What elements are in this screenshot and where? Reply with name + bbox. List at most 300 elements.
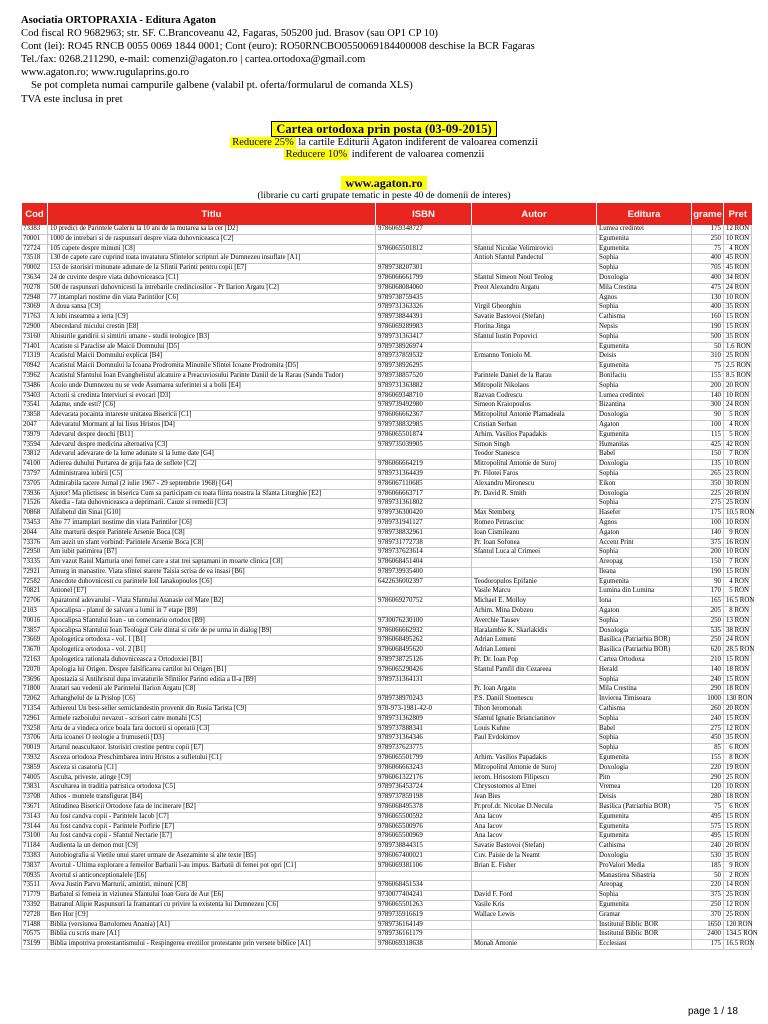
cod-cell: 73979 bbox=[22, 430, 48, 440]
isbn-cell: 9786069289983 bbox=[376, 322, 472, 332]
table-row bbox=[22, 705, 752, 715]
isbn-cell: 9786065500592 bbox=[376, 812, 472, 822]
title-cell: Ascultarea in traditia patristica ortodoxa [C5] bbox=[48, 783, 376, 793]
weight-cell: 425 bbox=[692, 440, 724, 450]
isbn-cell: 9789731362809 bbox=[376, 714, 472, 724]
cod-cell: 73199 bbox=[22, 940, 48, 950]
table-row bbox=[22, 597, 752, 607]
author-cell: Antioh Sfantul Pandectul bbox=[472, 254, 597, 264]
table-row bbox=[22, 900, 752, 910]
author-cell: Adrian Lemeni bbox=[472, 636, 597, 646]
publisher-cell: Ileana bbox=[597, 567, 692, 577]
weight-cell: 300 bbox=[692, 401, 724, 411]
author-cell: Mitropolitul Antonie de Suroj bbox=[472, 763, 597, 773]
isbn-cell: 9789731363417 bbox=[376, 332, 472, 342]
publisher-cell: Sophia bbox=[597, 675, 692, 685]
table-row bbox=[22, 852, 752, 862]
cod-cell: 72728 bbox=[22, 910, 48, 920]
weight-cell: 85 bbox=[692, 744, 724, 754]
cod-cell: 72900 bbox=[22, 322, 48, 332]
author-cell: Ana Iacov bbox=[472, 832, 597, 842]
publisher-cell: Egumenita bbox=[597, 234, 692, 244]
weight-cell: 400 bbox=[692, 303, 724, 313]
cod-cell: 73392 bbox=[22, 900, 48, 910]
price-cell: 42 RON bbox=[724, 440, 752, 450]
title-cell: Avva Justin Parvu Marturii, amintiri, minuni [C8] bbox=[48, 881, 376, 891]
publisher-cell: Lumea credintei bbox=[597, 391, 692, 401]
websites-line: www.agaton.ro; www.rugulaprins.go.ro bbox=[21, 67, 190, 79]
subtitle: (librarie cu carti grupate tematic in peste 40 de domenii de interes) bbox=[257, 191, 511, 201]
price-cell: 25 RON bbox=[724, 773, 752, 783]
cod-cell: 73831 bbox=[22, 783, 48, 793]
author-cell bbox=[472, 930, 597, 940]
table-row bbox=[22, 567, 752, 577]
cod-cell: 72706 bbox=[22, 597, 48, 607]
col-titlu-header: Titlu bbox=[48, 203, 376, 225]
weight-cell: 150 bbox=[692, 450, 724, 460]
price-cell: 14 RON bbox=[724, 881, 752, 891]
price-cell: 4 RON bbox=[724, 244, 752, 254]
publisher-cell: Sophia bbox=[597, 499, 692, 509]
cod-cell: 73670 bbox=[22, 646, 48, 656]
table-row bbox=[22, 430, 752, 440]
author-cell: Alexandru Mironescu bbox=[472, 479, 597, 489]
table-row bbox=[22, 411, 752, 421]
isbn-cell: 9789735916619 bbox=[376, 910, 472, 920]
table-row bbox=[22, 871, 752, 881]
title-cell: Asculta, priveste, atinge [C9] bbox=[48, 773, 376, 783]
author-cell: ierom. Hrisostom Filipescu bbox=[472, 773, 597, 783]
table-row bbox=[22, 303, 752, 313]
isbn-cell: 9786065501799 bbox=[376, 754, 472, 764]
website-link[interactable]: www.agaton.ro bbox=[0, 176, 768, 191]
title-cell: Arta de a vindeca orice boala fara doctorii si operatii [C3] bbox=[48, 724, 376, 734]
isbn-cell: 9786066663717 bbox=[376, 489, 472, 499]
cod-cell: 72582 bbox=[22, 577, 48, 587]
title-cell: 105 capete despre minuni [C8] bbox=[48, 244, 376, 254]
weight-cell: 240 bbox=[692, 714, 724, 724]
cod-cell: 73705 bbox=[22, 479, 48, 489]
isbn-cell: 9789738857520 bbox=[376, 371, 472, 381]
cod-cell: 73634 bbox=[22, 273, 48, 283]
cod-cell: 72950 bbox=[22, 548, 48, 558]
weight-cell: 250 bbox=[692, 900, 724, 910]
isbn-cell: 9789735039905 bbox=[376, 440, 472, 450]
publisher-cell: Hasefer bbox=[597, 509, 692, 519]
title-cell: Aparatorul adevarului - Viata Sfantului Atanasie cel Mare [B2] bbox=[48, 597, 376, 607]
author-cell bbox=[472, 675, 597, 685]
cod-cell: 73376 bbox=[22, 538, 48, 548]
table-row bbox=[22, 342, 752, 352]
weight-cell: 290 bbox=[692, 773, 724, 783]
cod-cell: 70016 bbox=[22, 616, 48, 626]
isbn-cell: 978-973-1981-42-0 bbox=[376, 705, 472, 715]
cod-cell: 72070 bbox=[22, 665, 48, 675]
cod-cell: 71354 bbox=[22, 705, 48, 715]
isbn-cell: 9786068451534 bbox=[376, 881, 472, 891]
publisher-cell: Babel bbox=[597, 450, 692, 460]
price-cell: 25 RON bbox=[724, 499, 752, 509]
author-cell: Arhim. Vasilios Papadakis bbox=[472, 430, 597, 440]
author-cell: Parintele Daniel de la Rarau bbox=[472, 371, 597, 381]
table-row bbox=[22, 881, 752, 891]
price-cell: 4 RON bbox=[724, 577, 752, 587]
price-cell: 18 RON bbox=[724, 793, 752, 803]
table-row bbox=[22, 724, 752, 734]
author-cell: Mitropolitul Antonie de Suroj bbox=[472, 460, 597, 470]
author-cell: Virgil Gheorghiu bbox=[472, 303, 597, 313]
title-cell: 153 de istorisiri minunate adunate de la Sfintii Parinti pentru copii [E7] bbox=[48, 264, 376, 274]
publisher-cell: Lumina din Lumina bbox=[597, 587, 692, 597]
price-cell: 25 RON bbox=[724, 352, 752, 362]
publisher-cell: Egumenita bbox=[597, 812, 692, 822]
publisher-cell: Doxologia bbox=[597, 411, 692, 421]
weight-cell: 530 bbox=[692, 852, 724, 862]
table-row bbox=[22, 440, 752, 450]
title-cell: Amurg in manastire. Viata sfintei starete Taisia scrisa de ea insasi [B6] bbox=[48, 567, 376, 577]
cod-cell: 73100 bbox=[22, 832, 48, 842]
table-row bbox=[22, 234, 752, 244]
table-row bbox=[22, 656, 752, 666]
weight-cell: 175 bbox=[692, 509, 724, 519]
title-cell: Alte marturii despre Parintele Arsenie Boca [C8] bbox=[48, 528, 376, 538]
table-row bbox=[22, 401, 752, 411]
weight-cell: 190 bbox=[692, 322, 724, 332]
author-cell: Sfantul Ignatie Briancianinov bbox=[472, 714, 597, 724]
publisher-cell: Babel bbox=[597, 724, 692, 734]
weight-cell: 310 bbox=[692, 352, 724, 362]
table-row bbox=[22, 685, 752, 695]
publisher-cell: Agaton bbox=[597, 528, 692, 538]
author-cell bbox=[472, 264, 597, 274]
author-cell: Vasile Kris bbox=[472, 900, 597, 910]
org-name: Asociatia ORTOPRAXIA - Editura Agaton bbox=[21, 15, 216, 26]
price-cell: 5 RON bbox=[724, 411, 752, 421]
cod-cell: 74005 bbox=[22, 773, 48, 783]
publisher-cell: Accent Print bbox=[597, 538, 692, 548]
weight-cell: 50 bbox=[692, 871, 724, 881]
publisher-cell: Invierea Timisoara bbox=[597, 695, 692, 705]
author-cell: Cristian Serban bbox=[472, 420, 597, 430]
table-row bbox=[22, 460, 752, 470]
isbn-cell: 9730076230100 bbox=[376, 616, 472, 626]
table-row bbox=[22, 734, 752, 744]
author-cell: Wallace Lewis bbox=[472, 910, 597, 920]
table-row bbox=[22, 420, 752, 430]
title-cell: Apologetica ortodoxa - vol. 2 [B1] bbox=[48, 646, 376, 656]
price-cell: 130 RON bbox=[724, 695, 752, 705]
weight-cell: 185 bbox=[692, 861, 724, 871]
title-cell: Arhanghelul de la Prislop [C6] bbox=[48, 695, 376, 705]
isbn-cell: 9789736453724 bbox=[376, 783, 472, 793]
author-cell: Mitropolitul Antonie Plamadeala bbox=[472, 411, 597, 421]
table-row bbox=[22, 548, 752, 558]
publisher-cell: Sophia bbox=[597, 744, 692, 754]
col-editura-header: Editura bbox=[597, 203, 692, 225]
publisher-cell: Nepsis bbox=[597, 322, 692, 332]
table-row bbox=[22, 225, 752, 234]
title-cell: Actorii si credinta Interviuri si evocari [D3] bbox=[48, 391, 376, 401]
title-cell: 500 de raspunsuri duhovnicesti la intrebarile credinciosilor - Pr Ilarion Argatu [C2] bbox=[48, 283, 376, 293]
isbn-cell bbox=[376, 587, 472, 597]
weight-cell: 2400 bbox=[692, 930, 724, 940]
isbn-cell: 9789731364131 bbox=[376, 675, 472, 685]
fiscal-line: Cod fiscal RO 9682963; str. SF. C.Brancoveanu 42, Fagaras, 505200 jud. Brasov (sau OP1 CP 10) bbox=[21, 28, 438, 40]
title-cell: Apocalipsa - planul de salvare a lumii in 7 etape [B9] bbox=[48, 607, 376, 617]
publisher-cell: Sophia bbox=[597, 891, 692, 901]
title-cell: Artarul neascultator. Istorisiri crestine pentru copii [E7] bbox=[48, 744, 376, 754]
title-cell: Apologetica rationala duhovniceasca a Ortodoxiei [B1] bbox=[48, 656, 376, 666]
author-cell: Louis Kuhne bbox=[472, 724, 597, 734]
cod-cell: 73706 bbox=[22, 734, 48, 744]
price-cell: 10 RON bbox=[724, 783, 752, 793]
col-pret-header: Pret bbox=[724, 203, 752, 225]
price-cell: 45 RON bbox=[724, 264, 752, 274]
table-row bbox=[22, 283, 752, 293]
discount-text-1: la cartile Editurii Agaton indiferent de valoarea comenzii bbox=[298, 137, 538, 148]
title-cell: Arhiereul Un best-seller semiclandestin provenit din Rusia Tarista [C9] bbox=[48, 705, 376, 715]
title-cell: Avortul - Ultima explorare a femeilor Barbatii l-au impus. Barbatii di femei pot opri [C1] bbox=[48, 861, 376, 871]
publisher-cell: Egumenita bbox=[597, 244, 692, 254]
price-cell: 5 RON bbox=[724, 430, 752, 440]
publisher-cell: Sophia bbox=[597, 381, 692, 391]
vat-line: TVA este inclusa in pret bbox=[21, 93, 123, 105]
title-cell: Au fost candva copii - Parintele Porfirie [E7] bbox=[48, 822, 376, 832]
cod-cell: 73932 bbox=[22, 754, 48, 764]
price-cell: 16 RON bbox=[724, 538, 752, 548]
publisher-cell: Manastirea Sihastria bbox=[597, 871, 692, 881]
price-cell: 6 RON bbox=[724, 744, 752, 754]
author-cell: Teodoropulos Epifanie bbox=[472, 577, 597, 587]
isbn-cell: 9789731772738 bbox=[376, 538, 472, 548]
cod-cell: 70278 bbox=[22, 283, 48, 293]
publisher-cell: Areopag bbox=[597, 558, 692, 568]
table-row bbox=[22, 450, 752, 460]
weight-cell: 200 bbox=[692, 548, 724, 558]
table-row bbox=[22, 832, 752, 842]
weight-cell: 75 bbox=[692, 803, 724, 813]
publisher-cell: Areopag bbox=[597, 881, 692, 891]
publisher-cell: Sophia bbox=[597, 264, 692, 274]
table-row bbox=[22, 636, 752, 646]
cod-cell: 73859 bbox=[22, 763, 48, 773]
isbn-cell: 9789739935400 bbox=[376, 567, 472, 577]
table-row bbox=[22, 930, 752, 940]
table-row bbox=[22, 920, 752, 930]
cod-cell: 71488 bbox=[22, 920, 48, 930]
isbn-cell: 9786066663243 bbox=[376, 763, 472, 773]
title-cell: 77 intamplari nostime din viata Parintilor [C6] bbox=[48, 293, 376, 303]
author-cell bbox=[472, 558, 597, 568]
publisher-cell: Cathisma bbox=[597, 842, 692, 852]
table-row bbox=[22, 352, 752, 362]
table-row bbox=[22, 783, 752, 793]
isbn-cell: 9786067110685 bbox=[376, 479, 472, 489]
price-cell: 9 RON bbox=[724, 528, 752, 538]
cod-cell: 70868 bbox=[22, 509, 48, 519]
cod-cell: 73518 bbox=[22, 254, 48, 264]
publisher-cell: Egumenita bbox=[597, 822, 692, 832]
note-line: Se pot completa numai campurile galbene (valabil pt. oferta/formularul de comanda XLS) bbox=[31, 80, 413, 92]
author-cell: Sfantul Iustin Popovici bbox=[472, 332, 597, 342]
weight-cell: 210 bbox=[692, 656, 724, 666]
cod-cell: 73143 bbox=[22, 812, 48, 822]
author-cell: David F. Ford bbox=[472, 891, 597, 901]
author-cell: Chrysostomos al Etnei bbox=[472, 783, 597, 793]
weight-cell: 170 bbox=[692, 587, 724, 597]
author-cell: Preot Alexandru Argatu bbox=[472, 283, 597, 293]
publisher-cell: Agnos bbox=[597, 293, 692, 303]
cod-cell: 72724 bbox=[22, 244, 48, 254]
weight-cell: 375 bbox=[692, 891, 724, 901]
price-cell: 120 RON bbox=[724, 920, 752, 930]
publisher-cell: Egumenita bbox=[597, 577, 692, 587]
cod-cell: 73857 bbox=[22, 626, 48, 636]
isbn-cell: 9786066662367 bbox=[376, 411, 472, 421]
title-cell: Adevarata pocainta intareste unitatea Bisericii [C1] bbox=[48, 411, 376, 421]
title-cell: Acolo unde Dumnezeu nu se vede Asumarea suferintei si a bolii [E4] bbox=[48, 381, 376, 391]
cod-cell: 73144 bbox=[22, 822, 48, 832]
cod-cell: 73669 bbox=[22, 636, 48, 646]
table-row bbox=[22, 773, 752, 783]
cod-cell: 73812 bbox=[22, 450, 48, 460]
title-cell: Asceza ortodoxa Preschimbarea intru Hristos a sufletului [C1] bbox=[48, 754, 376, 764]
author-cell: Tihon Ieromonah bbox=[472, 705, 597, 715]
author-cell: Arhim. Mina Dobzeu bbox=[472, 607, 597, 617]
weight-cell: 350 bbox=[692, 479, 724, 489]
author-cell: Savatie Bastovoi (Stefan) bbox=[472, 313, 597, 323]
publisher-cell: Mila Crestina bbox=[597, 685, 692, 695]
isbn-cell bbox=[376, 871, 472, 881]
cod-cell: 70002 bbox=[22, 264, 48, 274]
price-cell: 20 RON bbox=[724, 842, 752, 852]
author-cell bbox=[472, 234, 597, 244]
isbn-cell: 9789731941127 bbox=[376, 518, 472, 528]
table-row bbox=[22, 812, 752, 822]
isbn-cell: 9789731363882 bbox=[376, 381, 472, 391]
discount-line-2 bbox=[0, 149, 768, 160]
table-row bbox=[22, 489, 752, 499]
title-cell: Barbatul si femeia in viziunea Sfantului Ioan Gura de Aur [E6] bbox=[48, 891, 376, 901]
price-cell: 35 RON bbox=[724, 332, 752, 342]
table-row bbox=[22, 558, 752, 568]
isbn-cell: 9789731363326 bbox=[376, 303, 472, 313]
weight-cell: 120 bbox=[692, 783, 724, 793]
table-row bbox=[22, 244, 752, 254]
isbn-cell: 9786068084060 bbox=[376, 283, 472, 293]
weight-cell: 375 bbox=[692, 538, 724, 548]
publisher-cell: Agaton bbox=[597, 420, 692, 430]
weight-cell: 275 bbox=[692, 499, 724, 509]
cod-cell: 70821 bbox=[22, 587, 48, 597]
title-cell: Adame, unde esti? [C6] bbox=[48, 401, 376, 411]
table-row bbox=[22, 842, 752, 852]
price-cell: 15 RON bbox=[724, 656, 752, 666]
title-cell: Audienta la un demon mut [C9] bbox=[48, 842, 376, 852]
cod-cell: 73696 bbox=[22, 675, 48, 685]
price-cell: 12 RON bbox=[724, 724, 752, 734]
title-cell: A doua sansa [C9] bbox=[48, 303, 376, 313]
author-cell: Monah Antonie bbox=[472, 940, 597, 950]
weight-cell: 475 bbox=[692, 283, 724, 293]
author-cell: Mitropolit Nikolaos bbox=[472, 381, 597, 391]
author-cell bbox=[472, 920, 597, 930]
table-row bbox=[22, 646, 752, 656]
author-cell: Pr. Filotei Faros bbox=[472, 469, 597, 479]
isbn-cell: 9789738926974 bbox=[376, 342, 472, 352]
price-cell: 10.5 RON bbox=[724, 509, 752, 519]
isbn-cell: 9789738207301 bbox=[376, 264, 472, 274]
cod-cell: 73858 bbox=[22, 411, 48, 421]
weight-cell: 250 bbox=[692, 616, 724, 626]
publisher-cell: Institutul Biblic BOR bbox=[597, 930, 692, 940]
table-row bbox=[22, 891, 752, 901]
title-cell: Admirabila tacere Jurnal (2 iulie 1967 - 29 septembrie 1968) [G4] bbox=[48, 479, 376, 489]
isbn-cell: 9786065501263 bbox=[376, 900, 472, 910]
publisher-cell: Basilica (Patriarhia BOR) bbox=[597, 636, 692, 646]
table-row bbox=[22, 332, 752, 342]
isbn-cell: 9786068451404 bbox=[376, 558, 472, 568]
price-cell: 24 RON bbox=[724, 636, 752, 646]
table-row bbox=[22, 940, 752, 950]
author-cell: Romeo Petrasciuc bbox=[472, 518, 597, 528]
title-cell: Adierea duhului Purtarea de grija fata de suflete [C2] bbox=[48, 460, 376, 470]
header-block bbox=[21, 14, 751, 106]
publisher-cell: Sophia bbox=[597, 332, 692, 342]
isbn-cell: 9786068495262 bbox=[376, 636, 472, 646]
isbn-cell: 9789737859198 bbox=[376, 793, 472, 803]
isbn-cell: 9789738832961 bbox=[376, 528, 472, 538]
price-cell: 1.6 RON bbox=[724, 342, 752, 352]
publisher-cell: Sophia bbox=[597, 734, 692, 744]
discount-badge-25: Reducere 25% bbox=[232, 137, 294, 148]
cod-cell: 72921 bbox=[22, 567, 48, 577]
cod-cell: 73258 bbox=[22, 724, 48, 734]
col-autor-header: Autor bbox=[472, 203, 597, 225]
discount-badge-10: Reducere 10% bbox=[285, 149, 348, 160]
isbn-cell: 9789739492980 bbox=[376, 401, 472, 411]
author-cell: Pr. Ioan Sofonea bbox=[472, 538, 597, 548]
title-cell: Acatistul Maicii Domnului la Icoana Prodromita Minunile Sfintei Icoane Prodromita [D5] bbox=[48, 362, 376, 372]
price-cell: 15 RON bbox=[724, 812, 752, 822]
table-row bbox=[22, 763, 752, 773]
title-cell: Ajutor! Ma plictisesc in biserica Cum sa participam cu toata fiinta noastra la Sfanta Liturghie [E2] bbox=[48, 489, 376, 499]
catalog-title: Cartea ortodoxa prin posta (03-09-2015) bbox=[0, 122, 768, 137]
author-cell: Ana Iacov bbox=[472, 822, 597, 832]
title-cell: Avortul si anticonceptionalele [E6] bbox=[48, 871, 376, 881]
table-row bbox=[22, 626, 752, 636]
publisher-cell: Agnos bbox=[597, 518, 692, 528]
price-cell: 12 RON bbox=[724, 225, 752, 234]
weight-cell: 240 bbox=[692, 675, 724, 685]
cod-cell: 73383 bbox=[22, 225, 48, 234]
publisher-cell: Cartea Ortodoxa bbox=[597, 656, 692, 666]
weight-cell: 225 bbox=[692, 489, 724, 499]
cod-cell: 70019 bbox=[22, 744, 48, 754]
author-cell: Brian E. Fisher bbox=[472, 861, 597, 871]
table-row bbox=[22, 313, 752, 323]
title-cell: Anecdote duhovnicesti cu parintele Ioil Ianakopoulos [C6] bbox=[48, 577, 376, 587]
author-cell: Teodor Stanescu bbox=[472, 450, 597, 460]
col-grame-header: grame bbox=[692, 203, 724, 225]
isbn-cell: 9789736300420 bbox=[376, 509, 472, 519]
cod-cell: 73671 bbox=[22, 803, 48, 813]
cod-cell: 73511 bbox=[22, 881, 48, 891]
weight-cell: 275 bbox=[692, 724, 724, 734]
author-cell bbox=[472, 293, 597, 303]
weight-cell: 500 bbox=[692, 332, 724, 342]
weight-cell: 200 bbox=[692, 381, 724, 391]
